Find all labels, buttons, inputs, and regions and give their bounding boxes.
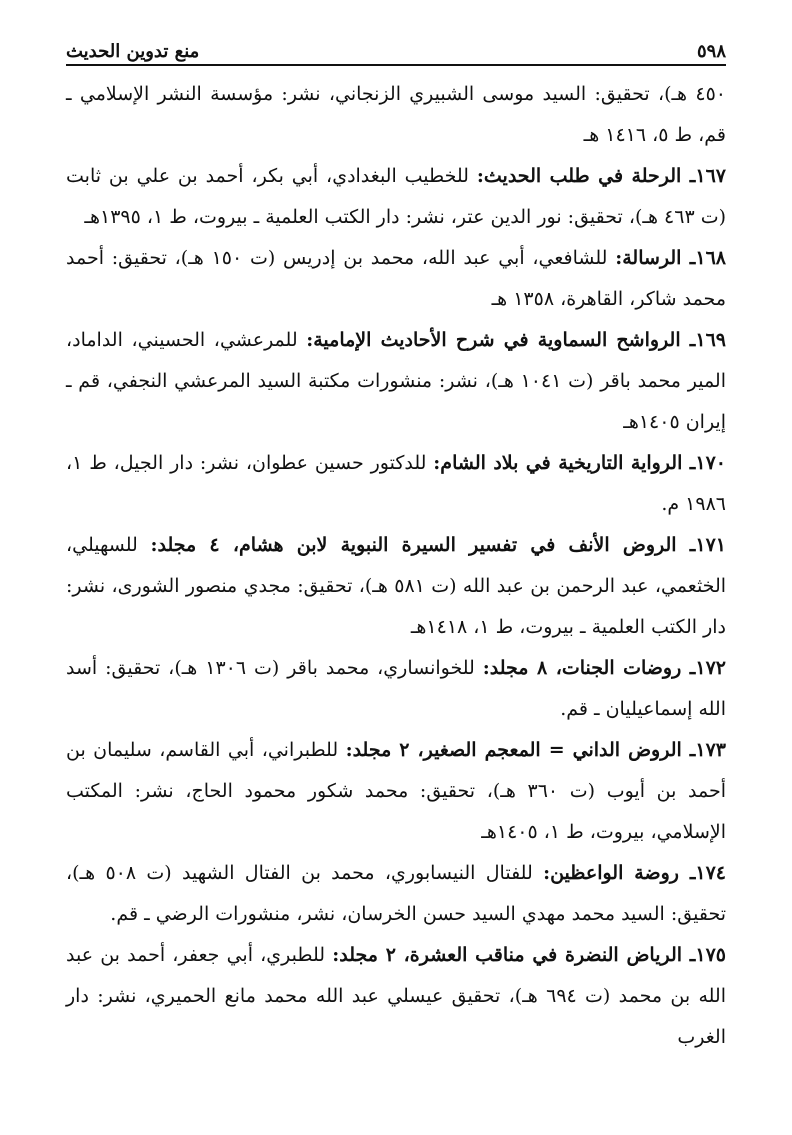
entry-text: للسهيلي، الخثعمي، عبد الرحمن بن عبد الله (ت ٥٨١ هـ)، تحقيق: مجدي منصور الشورى، نشر: دار الكتب العلمية ـ بيروت، ط ١، ١٤١٨هـ — [66, 534, 727, 638]
bibliography-entry — [66, 156, 726, 238]
entry-title: ١٧٠ـ الرواية التاريخية في بلاد الشام: — [433, 452, 726, 474]
bibliography-entry — [66, 853, 726, 935]
entry-text: للمرعشي، الحسيني، الداماد، المير محمد باقر (ت ١٠٤١ هـ)، نشر: منشورات مكتبة السيد المرعشي النجفي، قم ـ إيران ١٤٠٥هـ — [66, 329, 726, 433]
page-number: ٥٩٨ — [696, 41, 726, 62]
entry-title: ١٧٢ـ روضات الجنات، ٨ مجلد: — [482, 657, 726, 679]
bibliography-entry — [66, 74, 726, 156]
bibliography-entry — [66, 935, 726, 1058]
entry-text: للطبري، أبي جعفر، أحمد بن عبد الله بن محمد (ت ٦٩٤ هـ)، تحقيق عيسلي عبد الله محمد مانع الحميري، نشر: دار الغرب — [66, 944, 726, 1048]
entry-text: للدكتور حسين عطوان، نشر: دار الجيل، ط ١، ١٩٨٦ م. — [66, 452, 726, 515]
entry-title: ١٦٩ـ الرواشح السماوية في شرح الأحاديث الإمامية: — [306, 329, 726, 351]
header-divider — [66, 64, 726, 66]
bibliography-list — [66, 74, 726, 1058]
entry-title: ١٦٧ـ الرحلة في طلب الحديث: — [476, 165, 726, 187]
entry-text: للطبراني، أبي القاسم، سليمان بن أحمد بن أيوب (ت ٣٦٠ هـ)، تحقيق: محمد شكور محمود الحاج، نشر: المكتب الإسلامي، بيروت، ط ١، ١٤٠٥هـ — [66, 739, 726, 843]
bibliography-entry — [66, 320, 726, 443]
entry-title: ١٧٣ـ الروض الداني = المعجم الصغير، ٢ مجلد: — [345, 739, 726, 761]
page-header — [66, 28, 726, 62]
entry-title: ١٧١ـ الروض الأنف في تفسير السيرة النبوية لابن هشام، ٤ مجلد: — [150, 534, 726, 556]
entry-text: للخطيب البغدادي، أبي بكر، أحمد بن علي بن ثابت (ت ٤٦٣ هـ)، تحقيق: نور الدين عتر، نشر: دار الكتب العلمية ـ بيروت، ط ١، ١٣٩٥هـ — [66, 165, 726, 228]
bibliography-entry — [66, 730, 726, 853]
bibliography-entry — [66, 443, 726, 525]
bibliography-entry — [66, 525, 726, 648]
bibliography-entry — [66, 648, 726, 730]
entry-text: للفتال النيسابوري، محمد بن الفتال الشهيد (ت ٥٠٨ هـ)، تحقيق: السيد محمد مهدي السيد حسن الخرسان، نشر، منشورات الرضي ـ قم. — [66, 862, 726, 925]
entry-text: للخوانساري، محمد باقر (ت ١٣٠٦ هـ)، تحقيق: أسد الله إسماعيليان ـ قم. — [66, 657, 726, 720]
running-title: منع تدوين الحديث — [66, 41, 200, 62]
entry-title: ١٧٤ـ روضة الواعظين: — [543, 862, 727, 884]
bibliography-entry — [66, 238, 726, 320]
entry-text: للشافعي، أبي عبد الله، محمد بن إدريس (ت ١٥٠ هـ)، تحقيق: أحمد محمد شاكر، القاهرة، ١٣٥٨ هـ — [66, 247, 726, 310]
entry-title: ١٦٨ـ الرسالة: — [615, 247, 726, 269]
entry-text: ٤٥٠ هـ)، تحقيق: السيد موسى الشبيري الزنجاني، نشر: مؤسسة النشر الإسلامي ـ قم، ط ٥، ١٤١٦ هـ — [66, 83, 726, 146]
entry-title: ١٧٥ـ الرياض النضرة في مناقب العشرة، ٢ مجلد: — [332, 944, 726, 966]
